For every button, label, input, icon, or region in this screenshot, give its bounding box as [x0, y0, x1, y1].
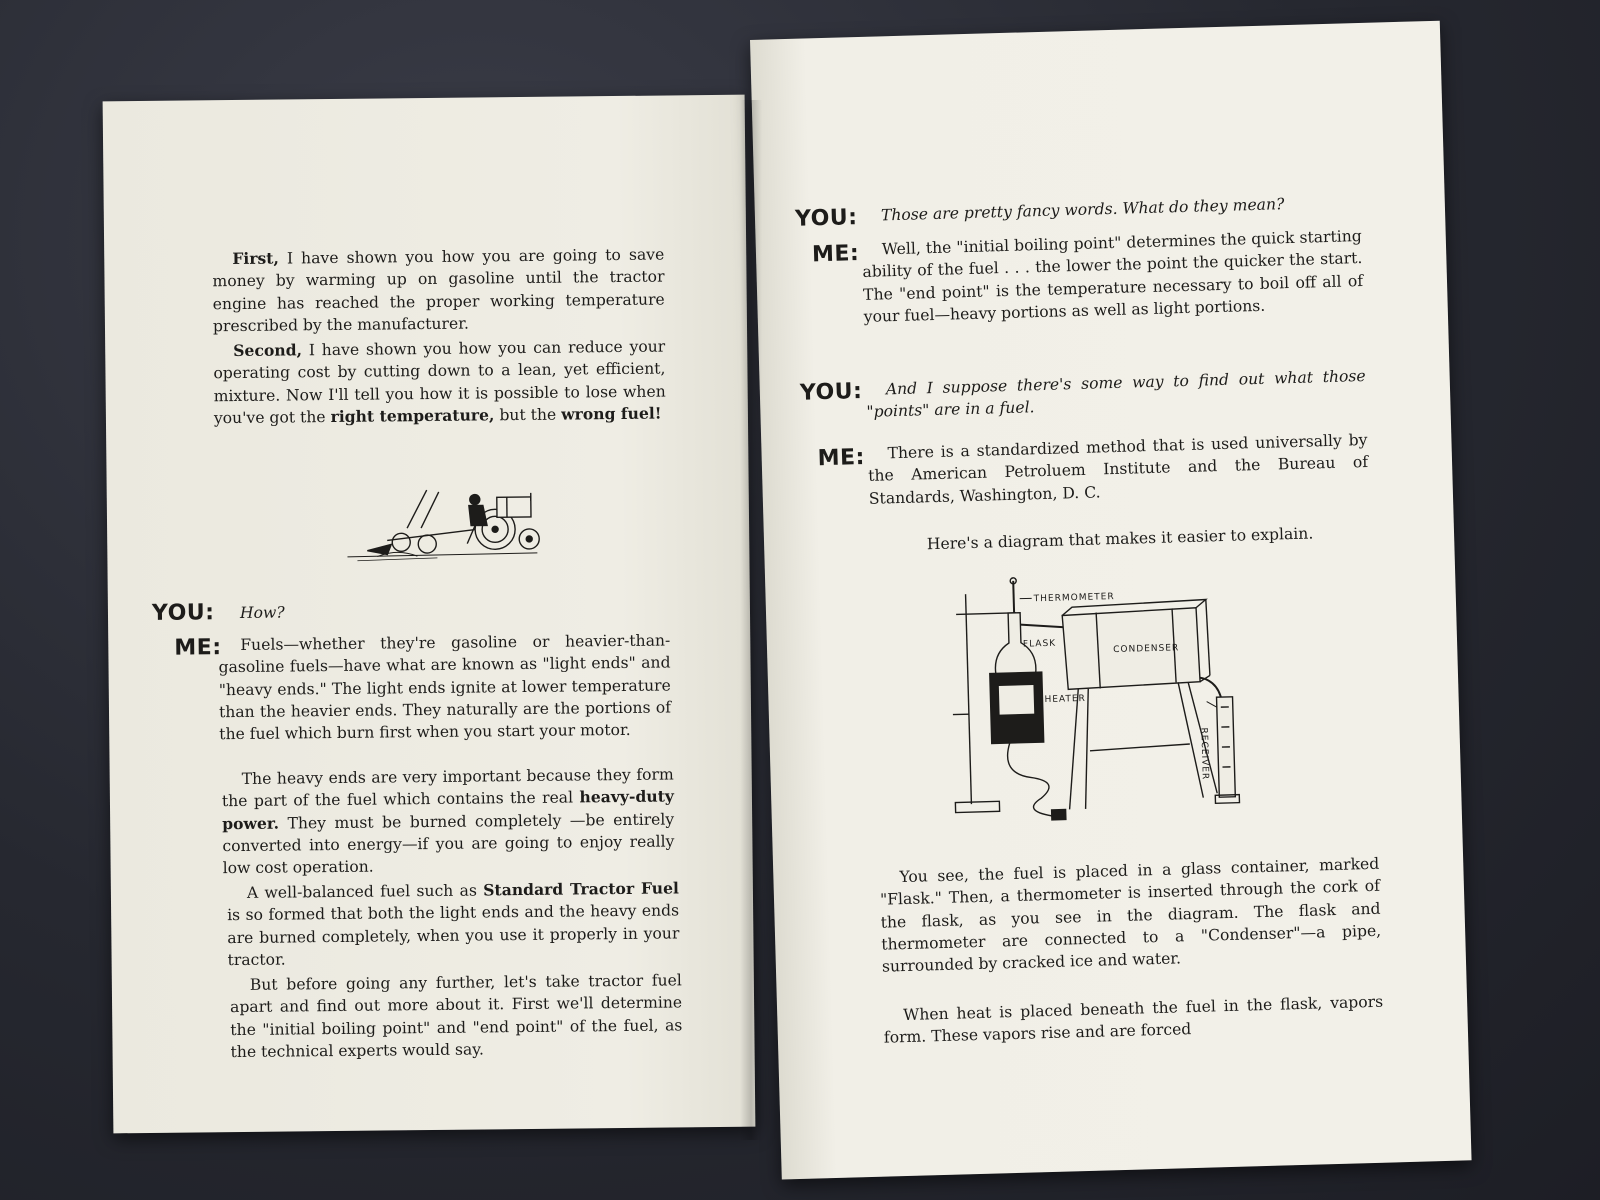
me-label-right-2: ME:	[817, 444, 866, 472]
me-text-standardized-method: There is a standardized method that is used universally by the American Petroluem Institute and the Bureau of Standards, Washington, D. C.	[867, 430, 1369, 508]
explain-paragraph-2: When heat is placed beneath the fuel in the flask, vapors form. These vapors rise and are forced	[883, 992, 1384, 1047]
first-lead: First,	[232, 248, 279, 269]
right-page	[750, 21, 1472, 1180]
before-going-paragraph: But before going any further, let's take tractor fuel apart and find out more about it. First we'll determine the "initial boiling point" and "end point" of the fuel, as the technical experts would say.	[230, 971, 683, 1061]
you-text-how: How?	[239, 603, 285, 622]
second-text: I have shown you how you can reduce your operating cost by cutting down to a lean, yet efficient, mixture. Now I'll tell you how it is possible to lose when you've got the	[213, 337, 666, 428]
heater-label: HEATER	[1044, 693, 1087, 706]
second-mid: but the	[494, 405, 562, 425]
wrong-fuel-bold: wrong fuel!	[561, 403, 662, 424]
intro-paragraph-second	[213, 336, 666, 430]
me-text-fuels: Fuels—whether they're gasoline or heavier-than-gasoline fuels—have what are known as "light ends" and "heavy ends." The light ends ignite at lower temperature than the heavier ends. They naturally are the portions of the fuel which burn first when you start your motor.	[218, 631, 672, 744]
you-label-right-1: YOU:	[794, 205, 858, 232]
balanced-text-2: is so formed that both the light ends and the heavy ends are burned completely, when you use it properly in your tractor.	[227, 901, 680, 970]
you-label-left-1: YOU:	[151, 600, 215, 626]
first-text: I have shown you how you are going to save money by warming up on gasoline until the tractor engine has reached the proper working temperature prescribed by the manufacturer.	[212, 245, 665, 336]
distillation-apparatus-diagram	[935, 566, 1272, 835]
flask-label: FLASK	[1022, 638, 1057, 650]
booklet-spine	[740, 100, 762, 1140]
you-text-points: And I suppose there's some way to find out what those "points" are in a fuel.	[866, 366, 1366, 422]
receiver-label: RECEIVER	[1198, 727, 1210, 781]
right-temperature-bold: right temperature,	[330, 405, 495, 426]
tractor-plow-illustration	[347, 477, 548, 569]
second-lead: Second,	[233, 340, 303, 361]
me-text-boiling-point: Well, the "initial boiling point" determines the quick starting ability of the fuel . . . the lower the point the quicker the start. The "end point" is the temperature necessary to boil off all of your fuel—heavy portions as well as light portions.	[862, 226, 1364, 326]
thermometer-label: THERMOMETER	[1033, 592, 1115, 605]
balanced-text: A well-balanced fuel such as	[246, 881, 484, 902]
balanced-fuel-paragraph	[227, 877, 680, 971]
condenser-label: CONDENSER	[1113, 643, 1180, 656]
you-label-right-2: YOU:	[799, 379, 863, 406]
open-booklet	[100, 40, 1440, 1180]
you-text-fancy-words: Those are pretty fancy words. What do they mean?	[880, 195, 1285, 225]
left-page	[103, 95, 756, 1134]
heavy-duty-power-bold: heavy-duty power.	[222, 786, 675, 833]
heavy-ends-paragraph	[222, 763, 675, 879]
heavy-ends-text: The heavy ends are very important because they form the part of the fuel which contains the real	[221, 765, 674, 811]
me-label-right-1: ME:	[811, 241, 860, 268]
me-label-left-1: ME:	[174, 635, 222, 661]
explain-paragraph-1: You see, the fuel is placed in a glass container, marked "Flask." Then, a thermometer is inserted through the cork of the flask, as you see in the diagram. The flask and thermometer are connected to a "Condenser"—a pipe, surrounded by cracked ice and water.	[879, 854, 1382, 976]
intro-paragraph-first	[212, 244, 665, 338]
heavy-ends-text-2: They must be burned completely —be entirely converted into energy—if you are going to enjoy really low cost operation.	[222, 810, 675, 878]
diagram-intro: Here's a diagram that makes it easier to explain.	[926, 524, 1314, 554]
standard-tractor-fuel-bold: Standard Tractor Fuel	[483, 878, 679, 900]
